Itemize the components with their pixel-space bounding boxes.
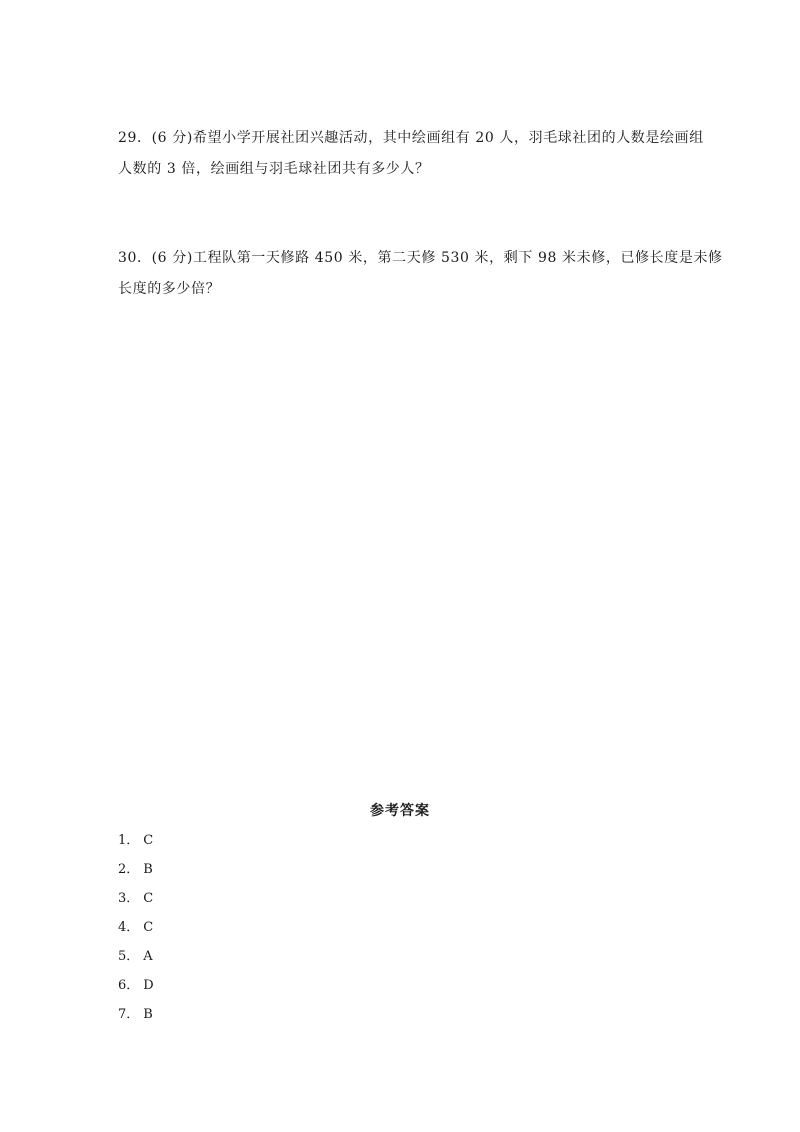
answer-item [118,913,154,942]
answer-value: B [143,862,153,877]
answer-value: B [143,1007,153,1022]
answer-separator: ． [126,920,140,935]
answer-item [118,942,154,971]
answer-number: 2 [118,862,127,877]
question-30 [118,243,723,305]
answer-value: D [143,978,154,993]
answer-number: 7 [118,1007,127,1022]
answer-number: 1 [118,833,127,848]
answer-separator: ． [126,978,140,993]
answer-item [118,971,154,1000]
question-29-line-1: 29．(6 分)希望小学开展社团兴趣活动，其中绘画组有 20 人，羽毛球社团的人数是绘画组 [118,130,704,146]
answer-number: 3 [118,891,127,906]
answer-value: C [143,891,154,906]
answer-item [118,855,154,884]
answer-separator: ． [126,1007,140,1022]
answer-separator: ． [126,833,140,848]
question-30-line-2: 长度的多少倍？ [118,281,221,297]
answer-item [118,1000,154,1029]
question-29-line-2: 人数的 3 倍，绘画组与羽毛球社团共有多少人？ [118,161,430,177]
answer-item [118,884,154,913]
answer-number: 6 [118,978,127,993]
answer-separator: ． [126,891,140,906]
answer-separator: ． [126,862,140,877]
answer-separator: ． [126,949,140,964]
answers-title: 参考答案 [370,803,430,819]
answer-number: 5 [118,949,127,964]
answer-number: 4 [118,920,127,935]
question-30-line-1: 30．(6 分)工程队第一天修路 450 米，第二天修 530 米，剩下 98 米未修，已修长度是未修 [118,250,723,266]
answer-list [118,826,154,1029]
answer-value: C [143,833,154,848]
question-29 [118,123,704,185]
answer-value: A [143,949,153,964]
answer-value: C [143,920,154,935]
answer-item [118,826,154,855]
